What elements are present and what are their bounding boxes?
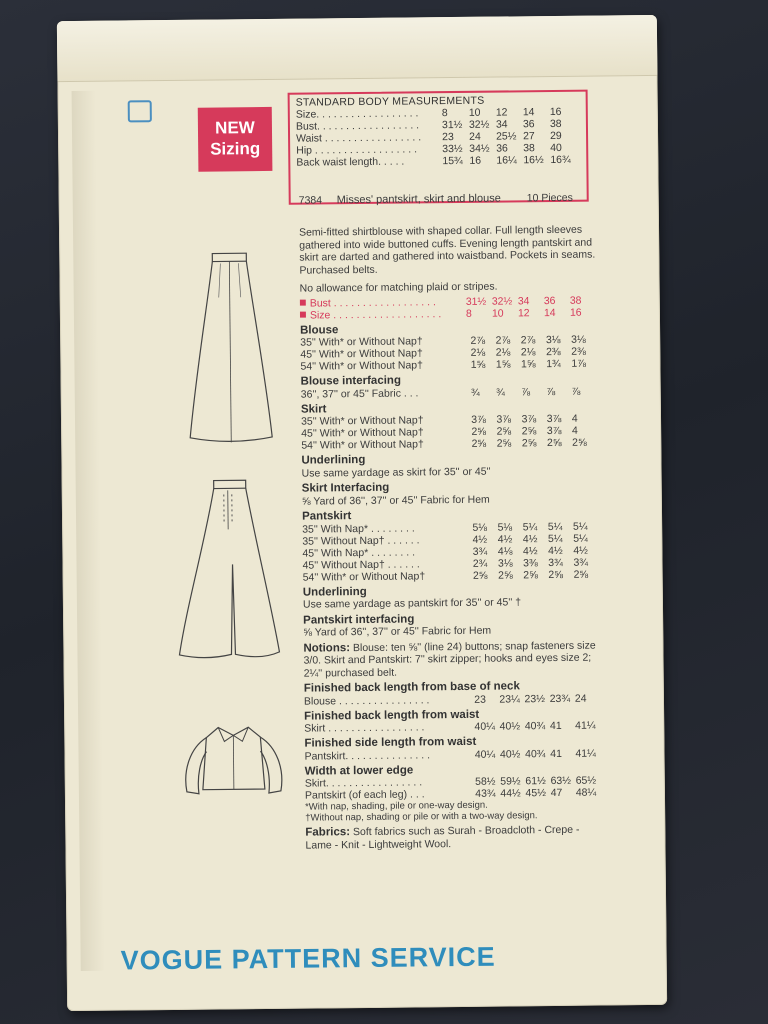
yardage-label: 54'' With* or Without Nap† <box>302 569 426 584</box>
yardage-row <box>304 692 600 707</box>
pattern-envelope <box>57 15 667 1011</box>
yardage-value: 58½ <box>475 775 496 788</box>
yardage-label: 54'' With* or Without Nap† <box>300 359 424 373</box>
yardage-value: 63½ <box>550 774 572 788</box>
yardage-label: Blouse . . . . . . . . . . . . . . . . <box>303 693 430 708</box>
yardage-value: 5¼ <box>522 520 538 533</box>
measurement-value: 12 <box>495 106 508 119</box>
measurement-label: Hip . . . . . . . . . . . . . . . . . . <box>296 143 418 157</box>
pattern-pieces: 10 Pieces <box>526 191 573 205</box>
yardage-value: 3⅛ <box>571 333 586 346</box>
size-value: 16 <box>569 306 582 319</box>
allowance-note: No allowance for matching plaid or stripes. <box>299 280 498 295</box>
yardage-row <box>304 747 600 762</box>
yardage-value: 44½ <box>500 787 521 800</box>
yardage-label: Skirt. . . . . . . . . . . . . . . . . <box>304 776 423 790</box>
skirt-sketch <box>184 247 276 448</box>
yardage-value: 3¾ <box>472 545 488 558</box>
measurement-label: Waist . . . . . . . . . . . . . . . . . <box>296 131 422 145</box>
yardage-row <box>301 385 597 400</box>
yardage-value: 40¼ <box>474 720 495 733</box>
envelope-wear <box>72 91 105 971</box>
body-measurements-box <box>288 90 589 205</box>
yardage-value: 3⅞ <box>546 424 562 438</box>
yardage-value: 59½ <box>500 775 521 788</box>
yardage-value: ¾ <box>470 386 480 399</box>
yardage-value: 2⅞ <box>520 334 536 347</box>
yardage-value: 1⅞ <box>571 357 586 370</box>
yardage-value: 23 <box>474 693 486 706</box>
yardage-value: 45½ <box>525 787 547 800</box>
yardage-row <box>304 720 600 735</box>
yardage-value: 1⅝ <box>470 358 486 371</box>
pattern-header <box>299 192 599 208</box>
yardage-value: 5¼ <box>573 532 588 545</box>
fabrics: Fabrics: Soft fabrics such as Surah - Broadcloth - Crepe - Lame - Knit - Lightweight Wool. <box>305 823 580 852</box>
yardage-value: 41¼ <box>575 747 596 760</box>
yardage-value: ⅞ <box>571 385 581 398</box>
yardage-value: 2⅞ <box>495 334 511 347</box>
yardage-value: ¾ <box>496 385 505 399</box>
yardage-value: 5¼ <box>547 532 563 545</box>
yardage-value: 40½ <box>499 720 521 733</box>
pattern-number: 7384 <box>298 194 323 207</box>
yardage-value: 1¾ <box>546 357 561 371</box>
yardage-value: 2⅛ <box>520 346 536 359</box>
size-row: Size . . . . . . . . . . . . . . . . . . . 8 10 12 14 16 <box>300 306 596 321</box>
yardage-value: 4½ <box>497 532 513 546</box>
yardage-value: 48¼ <box>575 786 597 799</box>
yardage-value: 3⅛ <box>545 333 561 347</box>
section-note: ⅝ Yard of 36'', 37'' or 45'' Fabric for Hem <box>301 493 490 508</box>
measurement-value: 40 <box>550 141 562 155</box>
footnote: *With nap, shading, pile or one-way design. <box>305 799 488 813</box>
measurements-title: STANDARD BODY MEASUREMENTS <box>295 94 485 109</box>
measurement-value: 27 <box>523 130 535 143</box>
yardage-value: 23¼ <box>499 692 520 706</box>
yardage-value: 24 <box>574 692 587 705</box>
measurement-row <box>296 154 580 169</box>
blouse-sketch <box>178 719 289 810</box>
measurement-value: 16 <box>469 154 482 167</box>
footnote: †Without nap, shading or pile or with a two-way design. <box>305 810 538 824</box>
yardage-value: 43¾ <box>475 787 496 800</box>
yardage-label: 35'' With Nap* . . . . . . . . <box>302 521 415 536</box>
yardage-value: 47 <box>550 786 563 800</box>
yardage-value: 5⅛ <box>497 520 513 534</box>
footnotes <box>305 799 601 824</box>
yardage-value: 2⅝ <box>573 568 589 581</box>
footer-brand: VOGUE PATTERN SERVICE <box>120 941 496 976</box>
yardage-label: 45'' With* or Without Nap† <box>301 426 424 440</box>
section-note: Use same yardage as pantskirt for 35'' or 45'' † <box>302 596 522 611</box>
section-heading: Finished side length from waist <box>304 735 477 750</box>
measurement-value: 34 <box>495 118 508 131</box>
yardage-value: 2⅝ <box>523 568 538 581</box>
yardage-value: 1⅝ <box>520 358 536 371</box>
badge-line2: Sizing <box>210 139 261 159</box>
measurement-value: 38 <box>549 117 562 131</box>
bust-value: 32½ <box>491 294 513 308</box>
measurement-label: Size. . . . . . . . . . . . . . . . . . <box>295 107 419 121</box>
yardage-value: 4½ <box>548 544 563 557</box>
yardage-value: 2⅝ <box>496 437 512 450</box>
measurements-table <box>296 106 581 169</box>
envelope-flap <box>57 15 658 82</box>
yardage-value: 3⅞ <box>471 413 486 426</box>
yardage-value: 41 <box>549 719 562 733</box>
yardage-row <box>303 568 599 583</box>
yardage-value: 5¼ <box>547 520 563 533</box>
yardage-row <box>300 358 596 373</box>
tag-outline-icon <box>128 100 152 122</box>
yardage-value: ⅞ <box>546 385 556 398</box>
measurement-value: 16¼ <box>496 154 517 167</box>
yardage-value: 40¾ <box>525 747 546 760</box>
measurement-value: 25½ <box>496 130 517 143</box>
yardage-value: 2⅜ <box>571 345 586 358</box>
section-heading: Underlining <box>301 453 366 467</box>
yardage-value: 2⅛ <box>495 346 511 359</box>
yardage-label: 54'' With* or Without Nap† <box>301 438 424 452</box>
measurement-value: 32½ <box>468 118 490 131</box>
yardage-value: 41 <box>550 747 562 760</box>
section-note: ⅝ Yard of 36'', 37'' or 45'' Fabric for Hem <box>303 624 492 639</box>
yardage-value: 4½ <box>573 544 588 557</box>
measurement-value: 36 <box>496 142 508 155</box>
yardage-value: 2⅝ <box>498 568 513 582</box>
measurement-value: 8 <box>441 107 448 120</box>
yardage-value: 2⅝ <box>521 437 537 450</box>
size-value: 14 <box>543 306 556 319</box>
bust-value: 38 <box>569 294 582 307</box>
measurement-value: 23 <box>442 131 454 144</box>
section-heading: Underlining <box>302 585 367 599</box>
measurement-value: 16½ <box>523 154 544 167</box>
bust-value: 34 <box>517 294 530 307</box>
new-sizing-badge <box>198 107 273 172</box>
measurement-value: 31½ <box>441 118 463 132</box>
yardage-row <box>301 437 597 452</box>
yardage-label: 35'' With* or Without Nap† <box>300 335 423 349</box>
section-heading: Finished back length from waist <box>304 708 480 723</box>
yardage-value: ⅞ <box>521 385 531 398</box>
yardage-value: 2⅝ <box>521 425 537 438</box>
yardage-value: 23½ <box>524 692 546 705</box>
section-heading: Finished back length from base of neck <box>303 680 520 695</box>
yardage-value: 4½ <box>472 533 488 546</box>
yardage-value: 23¾ <box>549 692 571 705</box>
pantskirt-sketch <box>174 474 286 665</box>
yardage-label: Skirt . . . . . . . . . . . . . . . . . <box>304 721 425 735</box>
yardage-value: 3⅞ <box>546 412 562 426</box>
yardage-label: Pantskirt (of each leg) . . . <box>304 788 425 802</box>
yardage-value: 2¾ <box>472 557 488 570</box>
yardage-value: 3⅛ <box>497 556 513 570</box>
yardage-value: 2⅝ <box>471 437 487 450</box>
section-heading: Pantskirt interfacing <box>303 612 415 627</box>
yardage-value: 40¼ <box>474 748 496 761</box>
notions: Notions: Blouse: ten ⅝'' (line 24) buttons; snap fasteners size 3/0. Skirt and Pantskirt: 7'' skirt zipper; hooks and eyes size 2; 2¼'' purchased belt. <box>303 639 596 680</box>
yardage-label: 45'' Without Nap† . . . . . . <box>302 557 420 572</box>
measurement-value: 29 <box>549 129 562 143</box>
yardage-value: 1⅝ <box>495 358 511 371</box>
measurement-label: Bust. . . . . . . . . . . . . . . . . . <box>295 119 420 133</box>
bust-value: 31½ <box>465 295 487 308</box>
yardage-value: 3⅞ <box>521 413 537 426</box>
yardage-label: 45'' With Nap* . . . . . . . . <box>302 545 416 560</box>
yardage-value: 2⅝ <box>546 436 562 450</box>
yardage-value: 4⅛ <box>497 544 513 558</box>
yardage-label: 36'', 37'' or 45'' Fabric . . . <box>300 386 419 401</box>
yardage-value: 3¾ <box>548 556 563 569</box>
pattern-content <box>299 224 602 852</box>
yardage-value: 4½ <box>522 532 538 545</box>
yardage-value: 61½ <box>525 775 546 788</box>
yardage-value: 2⅛ <box>470 346 486 359</box>
yardage-label: Pantskirt. . . . . . . . . . . . . . . <box>304 748 431 763</box>
measurement-value: 16¾ <box>550 153 571 167</box>
bust-row: Bust . . . . . . . . . . . . . . . . . . 31½ 32½ 34 36 38 <box>300 294 596 309</box>
yardage-value: 2⅝ <box>471 425 487 438</box>
yardage-label: 35'' Without Nap† . . . . . . <box>302 533 420 548</box>
yardage-value: 4 <box>571 412 578 425</box>
measurement-value: 33½ <box>442 142 463 156</box>
bust-value: 36 <box>543 294 556 307</box>
yardage-value: 40½ <box>499 747 521 761</box>
yardage-value: 5⅛ <box>472 521 488 534</box>
finished-measurements <box>304 680 601 802</box>
yardage-value: 2⅝ <box>572 436 587 449</box>
measurement-value: 14 <box>522 106 535 119</box>
yardage-value: 2⅝ <box>548 568 564 581</box>
pattern-description: Semi-fitted shirtblouse with shaped collar. Full length sleeves gathered into wide buttoned cuffs. Evening length pantskirt and skirt are darted and gathered into waistband. Pockets in seams. Purchased belts. <box>298 223 596 277</box>
size-value: 8 <box>465 307 472 320</box>
yardage-value: 2⅜ <box>545 345 561 359</box>
yardage-value: 3¾ <box>573 556 589 569</box>
yardage-label: 35'' With* or Without Nap† <box>300 414 424 428</box>
pattern-name: Misses' pantskirt, skirt and blouse <box>336 192 501 207</box>
measurement-value: 16 <box>549 105 562 119</box>
measurement-value: 36 <box>522 118 535 131</box>
badge-line1: NEW <box>215 118 255 138</box>
yardage-value: 2⅝ <box>472 569 488 582</box>
yardage-value: 3⅜ <box>523 556 538 569</box>
size-value: 10 <box>491 307 504 320</box>
yardage-value: 5¼ <box>572 520 588 533</box>
section-heading: Width at lower edge <box>304 763 414 778</box>
yardage-value: 3⅞ <box>496 413 512 426</box>
yardage-value: 2⅞ <box>470 334 486 347</box>
measurement-value: 24 <box>469 130 481 143</box>
measurement-value: 38 <box>523 142 535 155</box>
yardage-label: 45'' With* or Without Nap† <box>300 347 423 361</box>
measurement-value: 34½ <box>469 142 490 155</box>
yardage-value: 41¼ <box>575 719 596 732</box>
yardage-value: 4 <box>571 424 578 437</box>
size-value: 12 <box>517 306 530 319</box>
yardage-sections <box>300 321 599 639</box>
section-heading: Blouse <box>300 323 339 337</box>
yardage-value: 40¾ <box>524 720 546 733</box>
section-heading: Skirt <box>300 402 327 416</box>
yardage-value: 2⅝ <box>496 425 512 438</box>
section-note: Use same yardage as skirt for 35'' or 45'' <box>301 465 491 480</box>
measurement-value: 15¾ <box>442 154 463 168</box>
section-heading: Pantskirt <box>301 510 352 523</box>
section-heading: Blouse interfacing <box>300 374 402 388</box>
measurement-value: 10 <box>468 106 481 119</box>
yardage-value: 65½ <box>575 774 597 787</box>
measurement-label: Back waist length. . . . . <box>296 155 405 169</box>
section-heading: Skirt Interfacing <box>301 481 390 495</box>
yardage-value: 4½ <box>522 544 538 557</box>
